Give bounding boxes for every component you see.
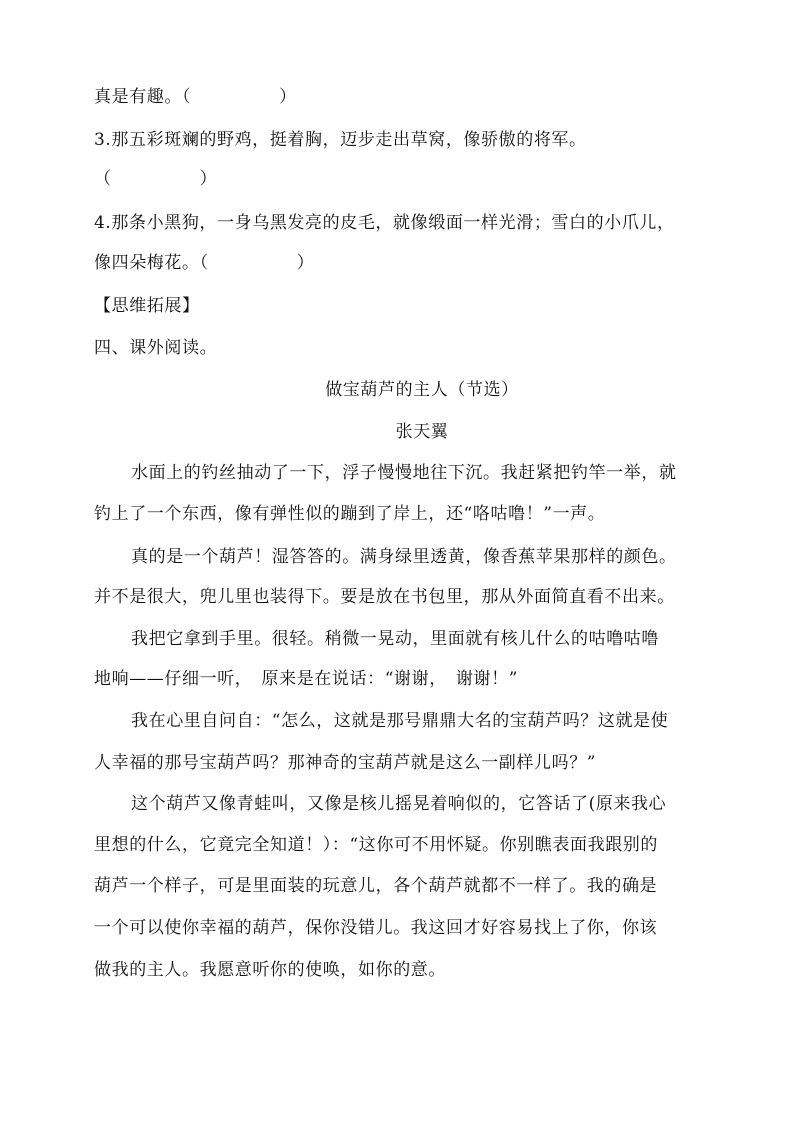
paragraph-1-line-1: 水面上的钓丝抽动了一下，浮子慢慢地往下沉。我赶紧把钓竿一举，就 (131, 463, 677, 483)
section-heading-reading: 四、课外阅读。 (94, 338, 218, 358)
paragraph-2-line-2: 并不是很大，兜儿里也装得下。要是放在书包里，那从外面简直看不出来。 (94, 587, 675, 607)
paragraph-2-line-1: 真的是一个葫芦！湿答答的。满身绿里透黄，像香蕉苹果那样的颜色。 (131, 547, 677, 567)
paragraph-5-line-4: 一个可以使你幸福的葫芦，保你没错儿。我这回才好容易找上了你，你该 (94, 918, 658, 938)
paragraph-4-line-2: 人幸福的那号宝葫芦吗？那神奇的宝葫芦就是这么一副样儿吗？” (94, 753, 597, 773)
paragraph-3-line-2: 地响——仔细一听， 原来是在说话：“谢谢， 谢谢！” (94, 669, 518, 689)
paragraph-5-line-2: 里想的什么，它竟完全知道！）：“这你可不用怀疑。你别瞧表面我跟别的 (94, 835, 658, 855)
section-heading-thinking: 【思维拓展】 (94, 296, 200, 316)
paragraph-4-line-1: 我在心里自问自：“怎么，这就是那号鼎鼎大名的宝葫芦吗？这就是使 (131, 711, 669, 731)
paragraph-3-line-1: 我把它拿到手里。很轻。稍微一晃动，里面就有核儿什么的咕噜咕噜 (131, 629, 659, 649)
exercise-item-3: 3.那五彩斑斓的野鸡，挺着胸，迈步走出草窝，像骄傲的将军。 (94, 130, 587, 150)
exercise-line-continuation: 真是有趣。（ ） (94, 87, 297, 107)
exercise-item-3-answer: （ ） (94, 169, 218, 189)
exercise-item-4: 4.那条小黑狗，一身乌黑发亮的皮毛，就像缎面一样光滑；雪白的小爪儿， (94, 213, 675, 233)
passage-title: 做宝葫芦的主人（节选） (325, 380, 519, 400)
passage-author: 张天翼 (395, 422, 449, 442)
exercise-item-4-cont: 像四朵梅花。（ ） (94, 253, 315, 273)
paragraph-5-line-3: 葫芦一个样子，可是里面装的玩意儿，各个葫芦就都不一样了。我的确是 (94, 876, 658, 896)
paragraph-5-line-5: 做我的主人。我愿意听你的使唤，如你的意。 (94, 960, 446, 980)
paragraph-5-line-1: 这个葫芦又像青蛙叫，又像是核儿摇晃着响似的，它答话了(原来我心 (131, 794, 667, 814)
paragraph-1-line-2: 钓上了一个东西，像有弹性似的蹦到了岸上，还“咯咕噜！”一声。 (94, 504, 606, 524)
